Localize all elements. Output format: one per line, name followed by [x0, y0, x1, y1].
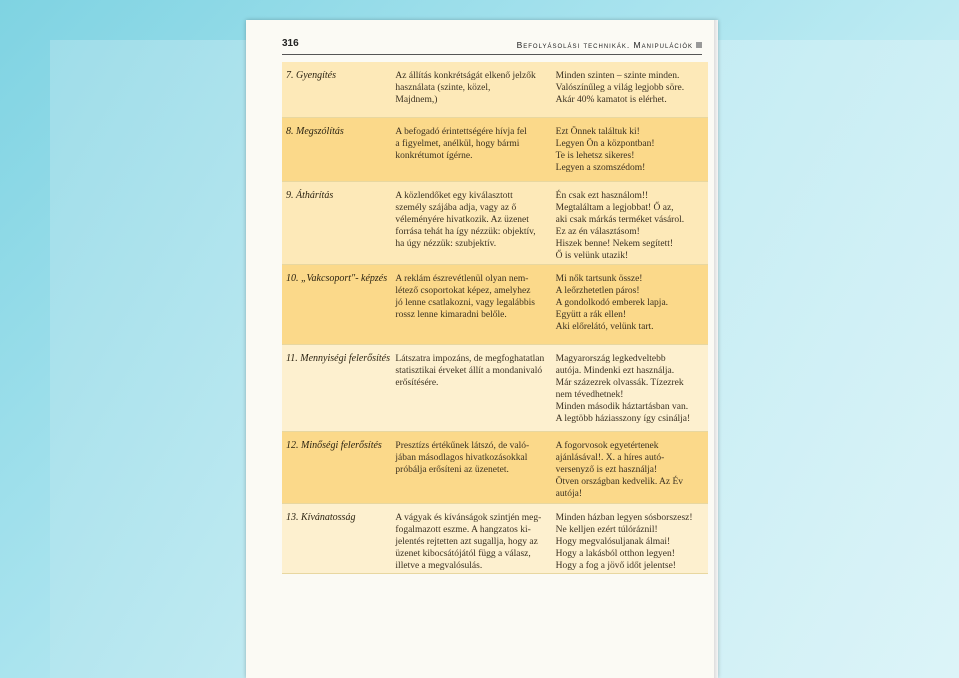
- description-line: Majdnem,): [395, 95, 438, 105]
- example-line: A leőrzhetetlen páros!: [555, 286, 640, 296]
- description-line: statisztikai érveket állít a mondanivaló: [395, 366, 543, 376]
- description-line: üzenet kibocsátójától függ a válasz,: [395, 549, 531, 559]
- example-line: aki csak márkás terméket vásárol.: [555, 215, 685, 225]
- table-row: [282, 432, 708, 504]
- description-line: illetve a megvalósulás.: [395, 561, 483, 571]
- page-header: [282, 38, 702, 55]
- technique-description: [395, 353, 555, 422]
- example-line: Hiszek benne! Nekem segített!: [555, 239, 674, 249]
- example-line: A gondolkodó emberek lapja.: [555, 298, 669, 308]
- description-line: A vágyak és kívánságok szintjén meg-: [395, 513, 542, 523]
- description-line: Az állítás konkrétságát elkenő jelzők: [395, 71, 536, 81]
- technique-description: [395, 440, 555, 494]
- example-line: Aki előrelátó, velünk tart.: [555, 322, 654, 332]
- technique-examples: [555, 440, 704, 499]
- example-line: versenyző is ezt használja!: [555, 465, 658, 475]
- example-line: Ez az én választásom!: [555, 227, 640, 237]
- description-line: ha úgy nézzük: szubjektív.: [395, 239, 497, 249]
- technique-examples: [556, 353, 704, 422]
- table-row: [282, 62, 708, 118]
- example-line: Minden házban legyen sósborszesz!: [555, 513, 693, 523]
- description-line: próbálja erősíteni az üzenetet.: [395, 465, 509, 475]
- example-line: A fogorvosok egyetértenek: [555, 441, 659, 451]
- book-page: [246, 20, 718, 678]
- example-line: Ötven országban kedvelik. Az Év: [555, 477, 684, 487]
- description-line: jó lenne csatlakozni, vagy legalábbis: [395, 298, 535, 308]
- description-line: A reklám észrevétlenül olyan nem-: [395, 274, 529, 284]
- example-line: Minden második háztartásban van.: [555, 402, 689, 412]
- technique-name: 9. Áthárítás: [286, 190, 334, 201]
- technique-examples: [555, 190, 704, 261]
- description-line: személy szájába adja, vagy az ő: [395, 203, 517, 213]
- example-line: Már százezrek olvassák. Tízezrek: [555, 378, 684, 388]
- description-line: használata (szinte, közel,: [395, 83, 491, 93]
- technique-description: [395, 70, 555, 108]
- technique-examples: [556, 70, 704, 108]
- running-head: [517, 40, 702, 50]
- technique-name: 8. Megszólítás: [286, 126, 344, 137]
- description-line: A befogadó érintettségére hívja fel: [395, 127, 527, 137]
- table-row: [282, 265, 708, 345]
- example-line: Ne kelljen ezért túlóráznil!: [555, 525, 658, 535]
- technique-name: 11. Mennyiségi felerősítés: [286, 353, 390, 364]
- table-row: [282, 345, 708, 432]
- example-line: Valószínűleg a világ legjobb söre.: [555, 83, 685, 93]
- page-number: 316: [282, 38, 299, 49]
- example-line: Ő is velünk utazik!: [555, 251, 629, 261]
- example-line: Együtt a rák ellen!: [555, 310, 627, 320]
- example-line: Magyarország legkedveltebb: [555, 354, 666, 364]
- example-line: Mi nők tartsunk össze!: [555, 274, 643, 284]
- technique-name: 7. Gyengítés: [286, 70, 336, 81]
- description-line: forrása tehát ha így nézzük: objektív,: [395, 227, 536, 237]
- description-line: létező csoportokat képez, amelyhez: [395, 286, 531, 296]
- description-line: a figyelmet, anélkül, hogy bármi: [395, 139, 520, 149]
- table-row: [282, 504, 708, 574]
- technique-examples: [555, 512, 704, 571]
- example-line: Ezt Önnek találtuk ki!: [555, 127, 640, 137]
- description-line: véleményére hivatkozik. Az üzenet: [395, 215, 529, 225]
- technique-description: [395, 190, 555, 255]
- example-line: A legtöbb háziasszony így csinálja!: [555, 414, 691, 424]
- example-line: nem tévedhetnek!: [555, 390, 624, 400]
- technique-name: 13. Kívánatosság: [286, 512, 356, 523]
- example-line: Én csak ezt használom!!: [555, 191, 649, 201]
- description-line: Látszatra impozáns, de megfoghatatlan: [395, 354, 545, 364]
- example-line: Hogy a lakásból otthon legyen!: [555, 549, 675, 559]
- description-line: jában másodlagos hivatkozásokkal: [395, 453, 528, 463]
- technique-name: 12. Minőségi felerősítés: [286, 440, 382, 451]
- description-line: erősítésére.: [395, 378, 439, 388]
- running-head-text: Befolyásolási technikák. Manipulációk: [516, 40, 693, 50]
- description-line: rossz lenne kimaradni belőle.: [395, 310, 507, 320]
- table-row: [282, 182, 708, 265]
- example-line: Legyen Ön a központban!: [555, 139, 655, 149]
- square-icon: [696, 42, 702, 48]
- techniques-table: [282, 62, 708, 574]
- description-line: fogalmazott eszme. A hangzatos ki-: [395, 525, 531, 535]
- example-line: Hogy a fog a jövő időt jelentse!: [555, 561, 676, 571]
- table-row: [282, 118, 708, 182]
- technique-description: [395, 126, 555, 172]
- example-line: Megtaláltam a legjobbat! Ő az,: [555, 203, 674, 213]
- example-line: Hogy megvalósuljanak álmai!: [555, 537, 671, 547]
- technique-examples: [556, 273, 704, 335]
- example-line: autója!: [555, 489, 583, 499]
- description-line: konkrétumot ígérne.: [395, 151, 473, 161]
- technique-name: 10. „Vakcsoport"- képzés: [286, 273, 388, 284]
- page-edge: [714, 20, 718, 678]
- example-line: ajánlásával!. X. a híres autó-: [555, 453, 665, 463]
- example-line: Te is lehetsz sikeres!: [555, 151, 635, 161]
- description-line: Presztízs értékűnek látszó, de való-: [395, 441, 530, 451]
- technique-description: [395, 512, 555, 571]
- example-line: Legyen a szomszédom!: [555, 163, 646, 173]
- description-line: A közlendőket egy kiválasztott: [395, 191, 513, 201]
- example-line: Minden szinten – szinte minden.: [555, 71, 680, 81]
- description-line: jelentés rejtetten azt sugallja, hogy az: [395, 537, 538, 547]
- example-line: Akár 40% kamatot is elérhet.: [555, 95, 667, 105]
- technique-examples: [556, 126, 704, 172]
- technique-description: [395, 273, 555, 335]
- example-line: autója. Mindenki ezt használja.: [555, 366, 675, 376]
